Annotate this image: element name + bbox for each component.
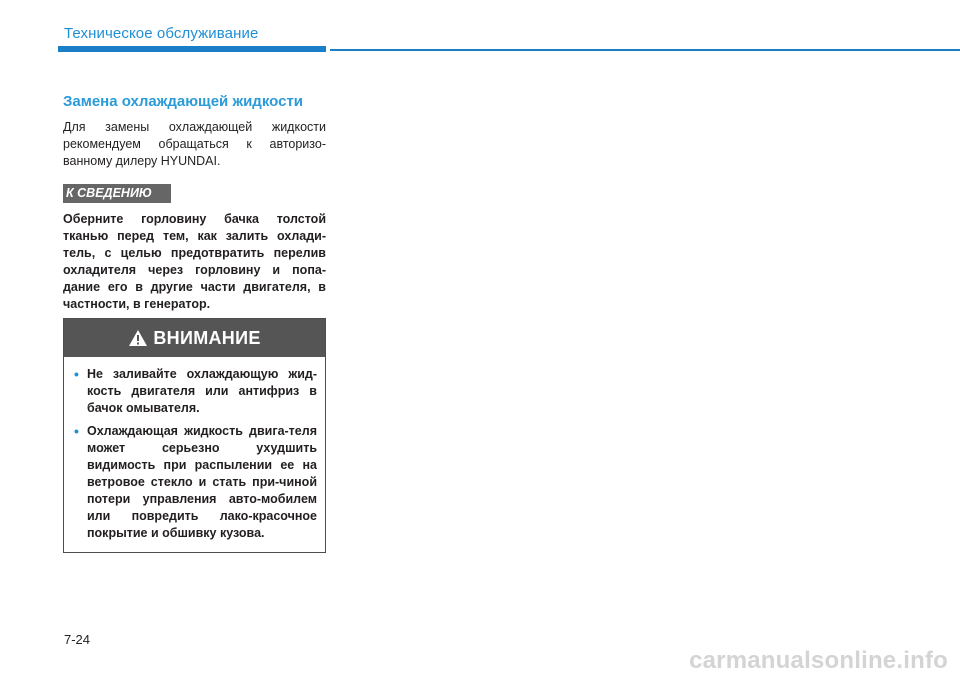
header-section-title: Техническое обслуживание	[64, 25, 259, 42]
intro-paragraph: Для замены охлаждающей жидкости рекомендуем обращаться к авторизо-ванному дилеру HYUNDAI.	[63, 120, 326, 168]
section-title: Замена охлаждающей жидкости	[63, 93, 304, 110]
bullet-icon: •	[74, 423, 79, 439]
information-text: Оберните горловину бачка толстой тканью перед тем, как залить охлади-тель, с целью предотвратить перелив охладителя через горловину и попа-дание его в другие части двигателя, в частности, в генератор.	[63, 212, 326, 311]
page-number: 7-24	[64, 632, 91, 647]
warning-title: ВНИМАНИЕ	[153, 327, 261, 348]
warning-triangle-icon	[128, 329, 148, 347]
warning-item	[74, 366, 317, 417]
header-accent-bar	[58, 46, 326, 52]
warning-box	[63, 318, 326, 553]
warning-list	[64, 357, 325, 542]
header-rule-line	[330, 49, 960, 51]
information-label: К СВЕДЕНИЮ	[63, 184, 171, 203]
bullet-icon: •	[74, 366, 79, 382]
warning-item	[74, 423, 317, 542]
warning-item-text: Не заливайте охлаждающую жид-кость двигателя или антифриз в бачок омывателя.	[87, 367, 317, 415]
warning-item-text: Охлаждающая жидкость двига-теля может серьезно ухудшить видимость при распылении ее на ветровое стекло и стать при-чиной потери управления авто-мобилем или повредить лако-красочное покрытие и обшивку кузова.	[87, 424, 317, 540]
warning-header	[64, 319, 325, 357]
watermark: carmanualsonline.info	[689, 647, 948, 674]
